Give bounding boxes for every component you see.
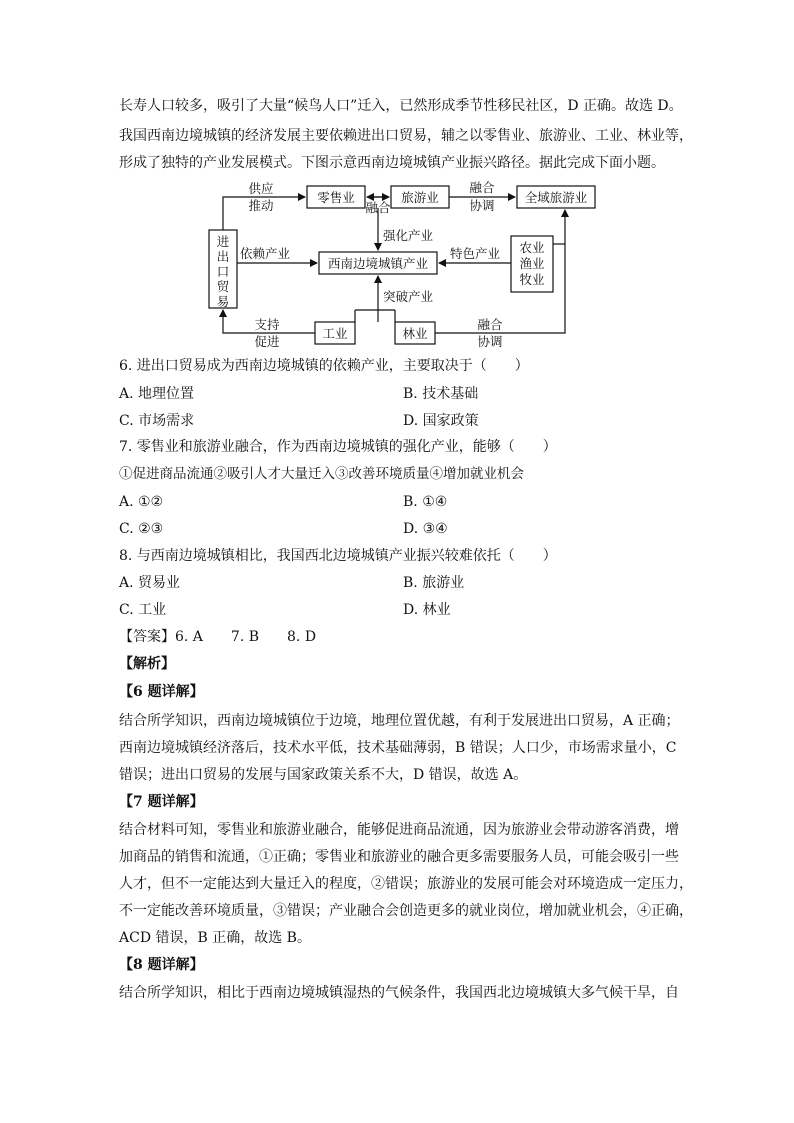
- q7-option-b: B. ①④: [403, 494, 448, 510]
- q6-stem: 6. 进出口贸易成为西南边境城镇的依赖产业，主要取决于（ ）: [119, 358, 529, 374]
- sol8-heading: 【8 题详解】: [119, 957, 204, 973]
- intro-line-1: 长寿人口较多，吸引了大量“候鸟人口”迁入，已然形成季节性移民社区，D 正确。故选 D。: [119, 98, 683, 114]
- sol7-heading: 【7 题详解】: [119, 794, 204, 810]
- q8-option-d: D. 林业: [403, 602, 451, 618]
- label-fishery: 渔业: [519, 256, 545, 271]
- label-fuse-mid: 融合: [365, 200, 391, 215]
- label-fuse-top: 融合: [469, 180, 495, 195]
- label-promote: 促进: [254, 334, 280, 349]
- label-drive: 推动: [248, 198, 274, 213]
- label-breakthrough: 突破产业: [383, 289, 434, 304]
- label-rely: 依赖产业: [239, 246, 291, 261]
- sol8-line-1: 结合所学知识，相比于西南边境城镇湿热的气候条件，我国西北边境城镇大多气候干旱，自: [119, 985, 679, 1001]
- label-center-industry: 西南边境城镇产业: [327, 256, 429, 271]
- q7-option-c: C. ②③: [119, 521, 164, 537]
- label-supply: 供应: [248, 181, 274, 196]
- label-trade-1: 进: [216, 234, 230, 249]
- label-support: 支持: [254, 317, 280, 332]
- label-coordinate-bottom: 协调: [477, 334, 503, 349]
- q7-option-a: A. ①②: [119, 494, 164, 510]
- q8-stem: 8. 与西南边境城镇相比，我国西北边境城镇产业振兴较难依托（ ）: [119, 548, 557, 564]
- label-trade-3: 口: [216, 264, 230, 279]
- q6-option-b: B. 技术基础: [403, 386, 479, 402]
- answer-line: 【答案】6. A 7. B 8. D: [119, 629, 317, 645]
- sol7-line-2: 加商品的销售和流通，①正确；零售业和旅游业的融合更多需要服务人员，可能会吸引一些: [119, 849, 679, 865]
- label-forestry: 林业: [402, 326, 428, 341]
- q7-statements: ①促进商品流通②吸引人才大量迁入③改善环境质量④增加就业机会: [119, 466, 524, 482]
- label-industry: 工业: [322, 326, 348, 341]
- industry-revitalization-diagram: [205, 180, 600, 352]
- label-feature: 特色产业: [449, 246, 501, 261]
- intro-line-3: 形成了独特的产业发展模式。下图示意西南边境城镇产业振兴路径。据此完成下面小题。: [119, 155, 665, 171]
- q6-option-a: A. 地理位置: [119, 386, 195, 402]
- label-retail: 零售业: [317, 190, 355, 205]
- q8-option-c: C. 工业: [119, 602, 167, 618]
- analysis-heading: 【解析】: [119, 656, 175, 672]
- q6-option-c: C. 市场需求: [119, 413, 195, 429]
- sol6-heading: 【6 题详解】: [119, 684, 204, 700]
- sol7-line-4: 不一定能改善环境质量，③错误；产业融合会创造更多的就业岗位，增加就业机会，④正确，: [119, 903, 693, 919]
- sol6-line-3: 错误；进出口贸易的发展与国家政策关系不大，D 错误，故选 A。: [119, 767, 528, 783]
- q7-option-d: D. ③④: [403, 521, 448, 537]
- q8-option-a: A. 贸易业: [119, 575, 181, 591]
- sol7-line-1: 结合材料可知，零售业和旅游业融合，能够促进商品流通，因为旅游业会带动游客消费，增: [119, 822, 679, 838]
- label-global-tourism: 全域旅游业: [524, 190, 588, 205]
- label-trade-2: 出: [216, 249, 230, 264]
- q6-option-d: D. 国家政策: [403, 413, 479, 429]
- label-agriculture: 农业: [519, 240, 545, 255]
- label-coordinate-top: 协调: [469, 198, 495, 213]
- q8-option-b: B. 旅游业: [403, 575, 465, 591]
- label-trade-5: 易: [216, 294, 230, 309]
- q7-stem: 7. 零售业和旅游业融合，作为西南边境城镇的强化产业，能够（ ）: [119, 439, 557, 455]
- label-trade-4: 贸: [216, 279, 230, 294]
- intro-line-2: 我国西南边境城镇的经济发展主要依赖进出口贸易，辅之以零售业、旅游业、工业、林业等，: [119, 128, 693, 144]
- sol6-line-2: 西南边境城镇经济落后，技术水平低，技术基础薄弱，B 错误；人口少，市场需求量小，C: [119, 740, 677, 756]
- label-animal-husbandry: 牧业: [519, 272, 545, 287]
- label-strengthen: 强化产业: [383, 228, 434, 243]
- sol7-line-5: ACD 错误，B 正确，故选 B。: [119, 930, 311, 946]
- label-tourism: 旅游业: [401, 190, 439, 205]
- label-fuse-bottom: 融合: [477, 317, 503, 332]
- sol7-line-3: 人才，但不一定能达到大量迁入的程度，②错误；旅游业的发展可能会对环境造成一定压力，: [119, 876, 693, 892]
- sol6-line-1: 结合所学知识，西南边境城镇位于边境，地理位置优越，有利于发展进出口贸易，A 正确；: [119, 713, 680, 729]
